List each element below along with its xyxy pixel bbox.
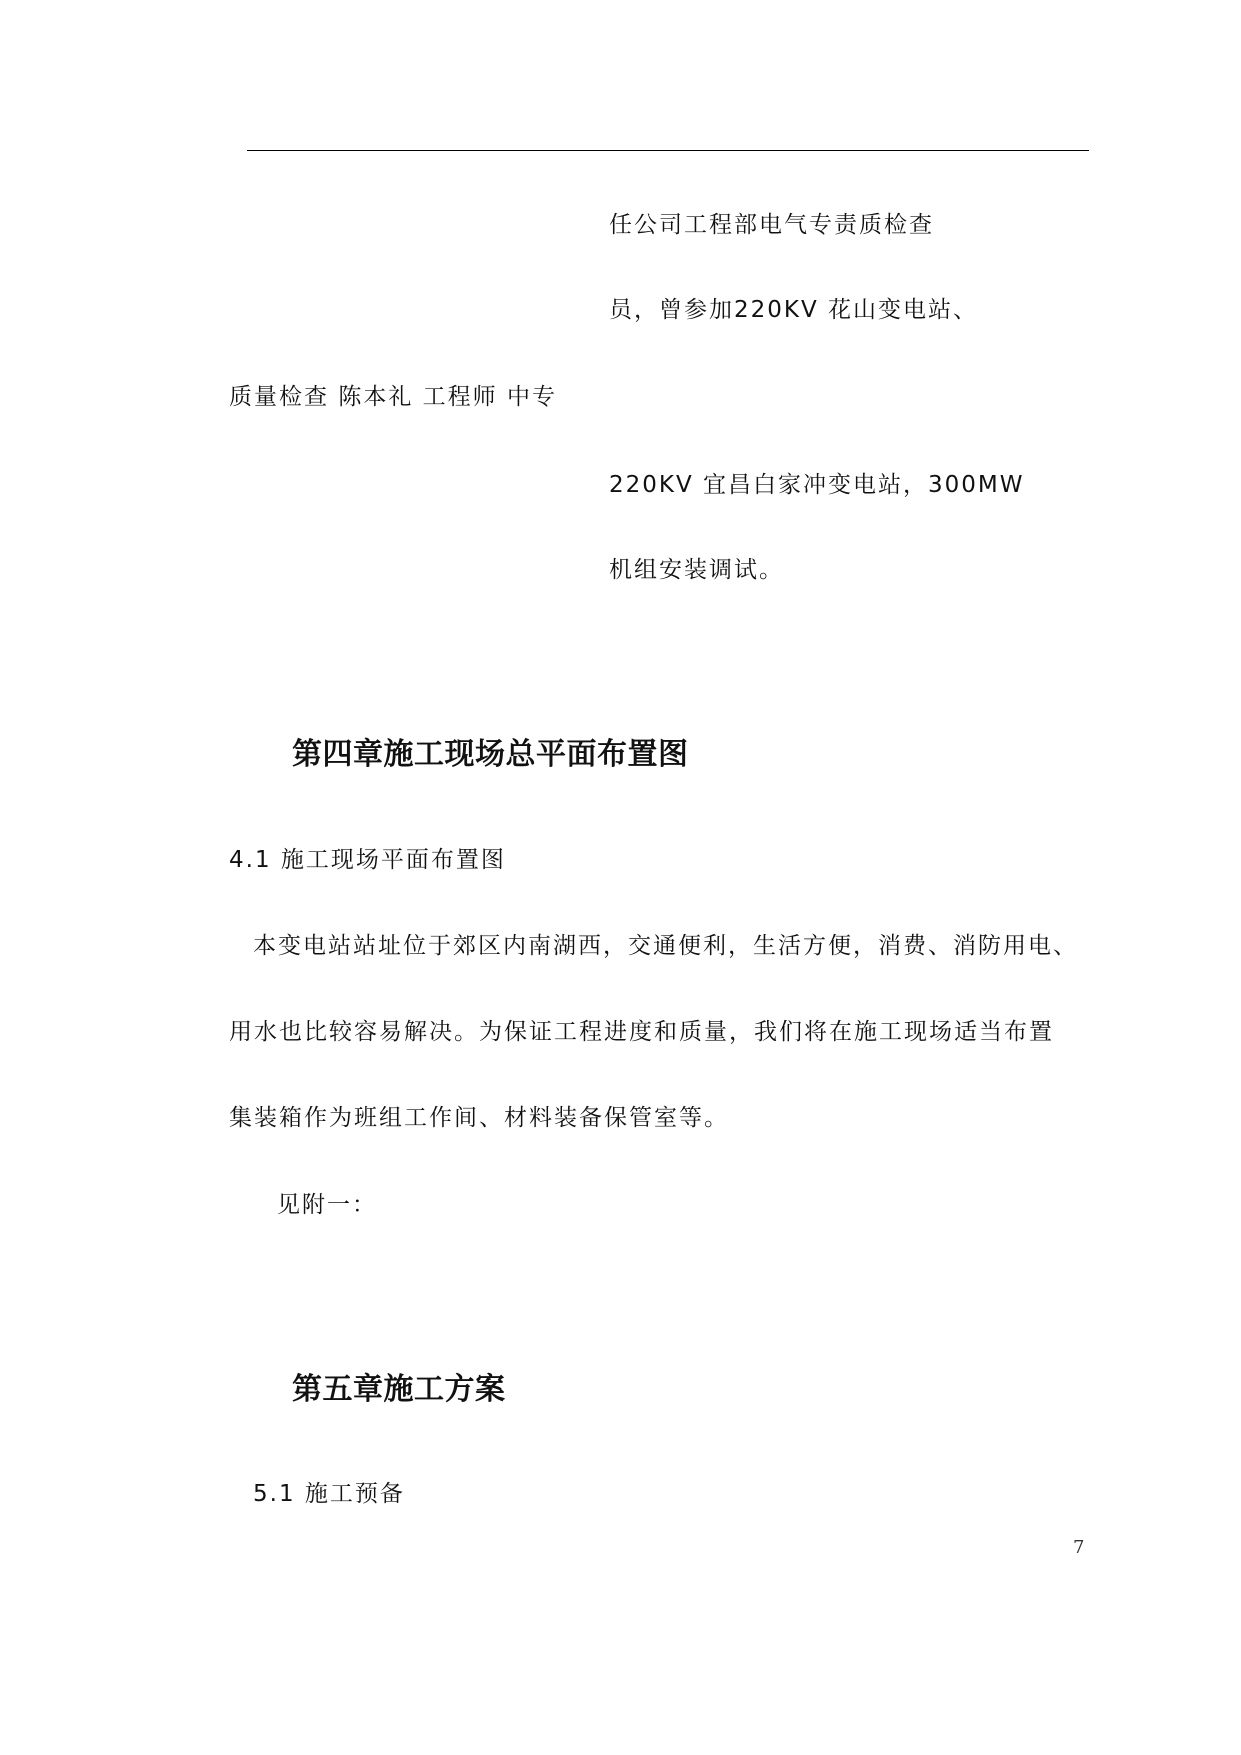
- staff-experience-line-4: 机组安装调试。: [609, 557, 784, 583]
- section-4-1-title: 4.1 施工现场平面布置图: [229, 847, 506, 873]
- chapter-4-paragraph-line-2: 用水也比较容易解决。为保证工程进度和质量，我们将在施工现场适当布置: [229, 1019, 1054, 1045]
- staff-name: 陈本礼: [338, 384, 414, 410]
- staff-title: 工程师: [422, 384, 498, 410]
- chapter-4-paragraph-line-1: 本变电站站址位于郊区内南湖西，交通便利，生活方便，消费、消防用电、: [253, 933, 1078, 959]
- staff-education: 中专: [506, 384, 557, 410]
- see-attachment-note: 见附一：: [277, 1192, 377, 1218]
- staff-experience-line-1: 任公司工程部电气专责质检查: [609, 212, 934, 238]
- chapter-5-heading: 第五章施工方案: [292, 1372, 506, 1407]
- staff-row: [229, 382, 557, 412]
- chapter-4-paragraph-line-3: 集装箱作为班组工作间、材料装备保管室等。: [229, 1105, 729, 1131]
- staff-experience-line-2: 员，曾参加220KV 花山变电站、: [609, 297, 979, 323]
- staff-role: 质量检查: [229, 384, 329, 410]
- section-5-1-title: 5.1 施工预备: [253, 1481, 405, 1507]
- chapter-4-heading: 第四章施工现场总平面布置图: [292, 737, 689, 772]
- page-number: 7: [1073, 1537, 1085, 1558]
- staff-experience-line-3: 220KV 宜昌白家冲变电站，300MW: [609, 472, 1025, 498]
- header-rule: [247, 150, 1089, 151]
